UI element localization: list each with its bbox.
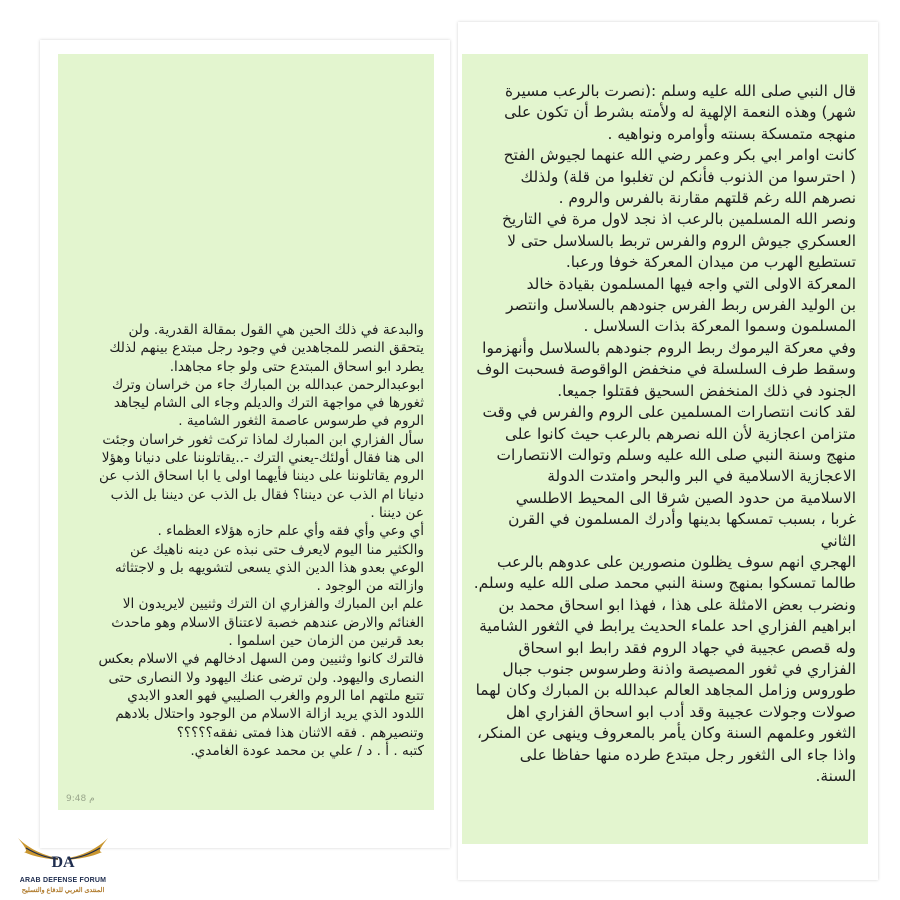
- paragraph: لقد كانت انتصارات المسلمين على الروم والفرس في وقت متزامن اعجازية لأن الله نصرهم بالرعب حيث كانوا على منهج وسنة النبي صلى الله عليه وسلم وتوالت الانتصارات الاعجازية الاسلامية في البر والبحر وامتدت الدولة الاسلامية من حدود الصين شرقا الى المحيط الاطلسي غربا ، بسبب تمسكها بدينها وأدرك المسلمون في القرن الثاني الهجري انهم سوف يظلون منصورين على عدوهم بالرعب طالما تمسكوا بمنهج وسنة النبي محمد صلى الله عليه وسلم.: [473, 403, 856, 593]
- message-screenshot-left: [40, 40, 450, 848]
- forum-name-english: ARAB DEFENSE FORUM: [19, 877, 107, 884]
- paragraph: سأل الفزاري ابن المبارك لماذا تركت ثغور خراسان وجئت الى هنا فقال أولئك-يعني الترك -..يقاتلوننا على دنيانا وهؤلا الروم يقاتلوننا على ديننا فأيهما اولى يا ابا اسحاق الذب عن دنيانا ام الذب عن ديننا؟ فقال بل الذب عن ديننا بل الذب عن ديننا .: [99, 431, 424, 521]
- logo-initials: DA: [51, 854, 75, 871]
- paragraph: ونصر الله المسلمين بالرعب اذ نجد لاول مرة في التاريخ العسكري جيوش الروم والفرس تربط بالسلاسل حتى لا تستطيع الهرب من ميدان المعركة خوفا ورعبا.: [501, 210, 856, 272]
- paragraph: علم ابن المبارك والفزاري ان الترك وثنيين لايريدون الا الغنائم والارض عندهم خصبة لاعتناق الاسلام وهو ماحدث بعد قرنين من الزمان حين اسلموا .: [111, 596, 424, 650]
- paragraph: كانت اوامر ابي بكر وعمر رضي الله عنهما لجيوش الفتح ( احترسوا من الذنوب فأنكم لن تغلبوا من قلة) ولذلك نصرهم الله رغم قلتهم مقارنة بالفرس والروم .: [503, 146, 856, 208]
- message-screenshot-right: [458, 22, 878, 880]
- paragraph: وفي معركة اليرموك ربط الروم جنودهم بالسلاسل وأنهزموا وسقط طرف السلسلة في منخفض الواقوصة فسحبت الوف الجنود في ذلك المنخفض السحيق فقتلوا جميعا.: [476, 338, 856, 400]
- paragraph: قال النبي صلى الله عليه وسلم :(نصرت بالرعب مسيرة شهر) وهذه النعمة الإلهية له ولأمته بشرط أن تكون على منهجه متمسكة بسنته وأوامره ونواهيه .: [504, 82, 856, 143]
- paragraph: فالترك كانوا وثنيين ومن السهل ادخالهم في الاسلام بعكس النصارى واليهود. ولن ترضى عنك اليهود ولا النصارى حتى تتبع ملتهم اما الروم والغرب الصليبي فهو العدو الابدي اللدود الذي يريد ازالة الاسلام من الوجود واحتلال بلادهم وتنصيرهم . فقه الاثنان هذا فمتى نفقه؟؟؟؟؟: [98, 651, 424, 741]
- paragraph: والكثير منا اليوم لايعرف حتى نبذه عن دينه ناهيك عن الوعي بعدو هذا الدين الذي يسعى لتشويهه بل و لاجتثاثه وازالته من الوجود .: [114, 541, 424, 595]
- forum-name-arabic: المنتدى العربي للدفاع والتسليح: [21, 887, 105, 894]
- paragraph: أي وعي وأي فقه وأي علم حازه هؤلاء العظماء .: [157, 523, 424, 540]
- paragraph: والبدعة في ذلك الحين هي القول بمقالة القدرية. ولن يتحقق النصر للمجاهدين في وجود رجل مبتدع بينهم لذلك يطرد ابو اسحاق المبتدع حتى ولو جاء مجاهدا.: [109, 322, 424, 375]
- author-signature: كتبه . أ . د / علي بن محمد عودة الغامدي.: [190, 742, 424, 759]
- chat-bubble-left: [58, 54, 434, 810]
- forum-logo: [4, 830, 122, 898]
- paragraph: ونضرب بعض الامثلة على هذا ، فهذا ابو اسحاق محمد بن ابراهيم الفزاري احد علماء الحديث يرابط في الثغور الشامية وله قصص عجيبة في جهاد الروم فقد رابط ابو اسحاق الفزاري في ثغور المصيصة واذنة وطرسوس جنوب جبال طوروس وزامل المجاهد العالم عبدالله بن المبارك وكان لهما صولات وجولات عجيبة وقد أدب ابو اسحاق الفزاري اهل الثغور وعلمهم السنة وكان يأمر بالمعروف وينهى عن المنكر، واذا جاء الى الثغور رجل مبتدع طرده منها حفاظا على السنة.: [475, 595, 856, 785]
- chat-bubble-right: [462, 54, 868, 844]
- message-timestamp: 9:48 م: [66, 793, 95, 804]
- paragraph: ابوعبدالرحمن عبدالله بن المبارك جاء من خراسان وترك ثغورها في مواجهة الترك والديلم وجاء الى الشام ليجاهد الروم في طرسوس عاصمة الثغور الشامية .: [112, 376, 424, 430]
- paragraph: المعركة الاولى التي واجه فيها المسلمون بقيادة خالد بن الوليد الفرس ربط الفرس جنودهم بالسلاسل وانتصر المسلمون وسموا المعركة بذات السلاسل .: [506, 274, 856, 336]
